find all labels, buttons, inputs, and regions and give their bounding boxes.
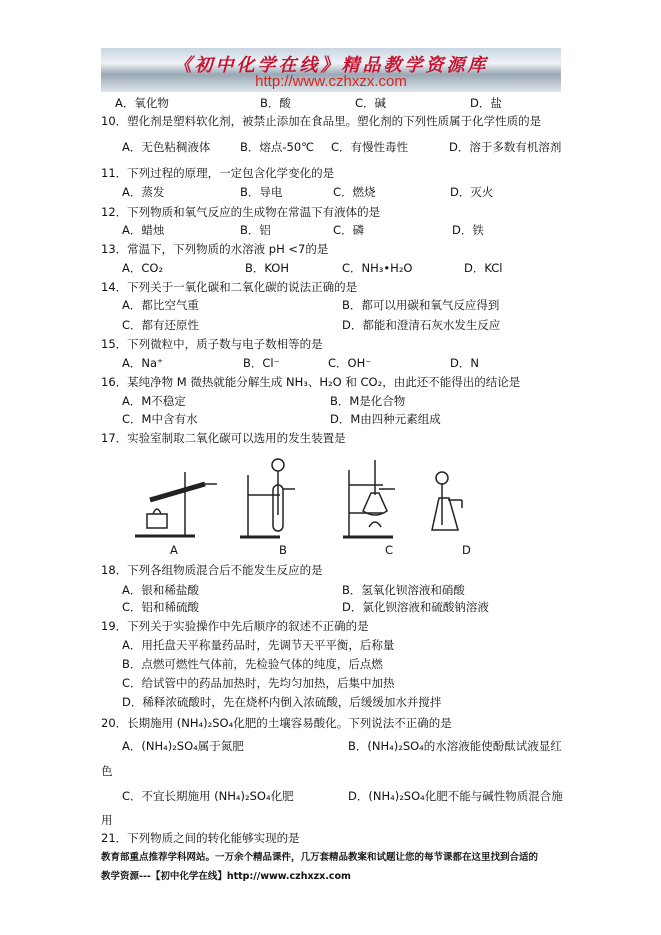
- q9-option-d: D．盐: [470, 96, 502, 110]
- apparatus-d-label: D: [462, 543, 471, 557]
- q10-option-a: A．无色粘稠液体: [122, 140, 211, 154]
- q15-option-b: B．Cl⁻: [243, 356, 280, 370]
- q11-text: 11．下列过程的原理，一定包含化学变化的是: [101, 166, 335, 180]
- q13-text: 13．常温下，下列物质的水溶液 pH <7的是: [101, 242, 329, 256]
- q20-option-a: A．(NH₄)₂SO₄属于氮肥: [122, 739, 244, 753]
- q19-option-c: C．给试管中的药品加热时，先均匀加热，后集中加热: [122, 676, 395, 690]
- q18-option-d: D．氯化钡溶液和硫酸钠溶液: [342, 600, 489, 614]
- q9-option-a: A．氧化物: [115, 96, 169, 110]
- q16-option-d: D．M由四种元素组成: [330, 412, 441, 426]
- q12-option-b: B．铝: [240, 223, 271, 237]
- banner-url[interactable]: http://www.czhxzx.com: [255, 73, 407, 90]
- q12-option-d: D．铁: [452, 223, 484, 237]
- q18-option-b: B．氢氧化钡溶液和硝酸: [342, 583, 465, 597]
- q12-text: 12．下列物质和氧气反应的生成物在常温下有液体的是: [101, 205, 381, 219]
- q10-text: 10．塑化剂是塑料软化剂，被禁止添加在食品里。塑化剂的下列性质属于化学性质的是: [101, 114, 542, 128]
- q15-option-d: D．N: [450, 356, 479, 370]
- apparatus-a-label: A: [170, 543, 178, 557]
- q11-option-c: C．燃烧: [333, 185, 376, 199]
- q20-option-d-cont: 用: [101, 813, 113, 827]
- banner-title: 《初中化学在线》精品教学资源库: [173, 55, 489, 76]
- q19-text: 19．下列关于实验操作中先后顺序的叙述不正确的是: [101, 619, 369, 633]
- q13-option-d: D．KCl: [464, 261, 503, 275]
- apparatus-b-label: B: [279, 543, 287, 557]
- q19-option-d: D．稀释浓硫酸时，先在烧杯内倒入浓硫酸，后缓缓加水并搅拌: [122, 695, 442, 709]
- q16-option-a: A．M不稳定: [122, 394, 186, 408]
- q12-option-a: A．蜡烛: [122, 223, 165, 237]
- q11-option-a: A．蒸发: [122, 185, 165, 199]
- q14-option-b: B．都可以用碳和氧气反应得到: [342, 298, 500, 312]
- q10-option-d: D．溶于多数有机溶剂: [449, 140, 562, 154]
- q19-option-b: B．点燃可燃性气体前，先检验气体的纯度，后点燃: [122, 657, 383, 671]
- q20-text: 20．长期施用 (NH₄)₂SO₄化肥的土壤容易酸化。下列说法不正确的是: [101, 716, 452, 730]
- q14-option-c: C．都有还原性: [122, 318, 200, 332]
- apparatus-b-image: [240, 455, 300, 540]
- q11-option-b: B．导电: [240, 185, 283, 199]
- q21-text: 21．下列物质之间的转化能够实现的是: [101, 831, 300, 845]
- q16-text: 16．某纯净物 M 微热就能分解生成 NH₃、H₂O 和 CO₂，由此还不能得出的结论是: [101, 375, 521, 389]
- q16-option-c: C．M中含有水: [122, 412, 198, 426]
- apparatus-d-image: [430, 470, 480, 540]
- q20-option-d: D．(NH₄)₂SO₄化肥不能与碱性物质混合施: [348, 789, 563, 803]
- q15-option-c: C．OH⁻: [328, 356, 372, 370]
- q9-option-c: C．碱: [355, 96, 387, 110]
- q13-option-a: A．CO₂: [122, 261, 164, 275]
- footer-line-2[interactable]: 教学资源---【初中化学在线】http://www.czhxzx.com: [101, 871, 351, 882]
- q18-text: 18．下列各组物质混合后不能发生反应的是: [101, 563, 323, 577]
- q14-option-a: A．都比空气重: [122, 298, 199, 312]
- q10-option-b: B．熔点-50℃: [240, 140, 315, 154]
- q15-option-a: A．Na⁺: [122, 356, 164, 370]
- q13-option-c: C．NH₃•H₂O: [342, 261, 413, 275]
- q18-option-c: C．铝和稀硫酸: [122, 600, 200, 614]
- q13-option-b: B．KOH: [245, 261, 290, 275]
- q10-option-c: C．有慢性毒性: [331, 140, 409, 154]
- q20-option-b-cont: 色: [101, 764, 113, 778]
- q20-option-c: C．不宜长期施用 (NH₄)₂SO₄化肥: [122, 789, 294, 803]
- footer-line-1: 教育部重点推荐学科网站。一万余个精品课件，几万套精品教案和试题让您的每节课都在这里找到合适的: [101, 852, 539, 863]
- apparatus-c-label: C: [385, 543, 394, 557]
- q17-text: 17．实验室制取二氧化碳可以选用的发生装置是: [101, 431, 346, 445]
- header-banner: [101, 48, 561, 92]
- q20-option-b: B．(NH₄)₂SO₄的水溶液能使酚酞试液显红: [348, 739, 562, 753]
- apparatus-c-image: [343, 455, 413, 540]
- q14-text: 14．下列关于一氧化碳和二氧化碳的说法正确的是: [101, 280, 358, 294]
- apparatus-a-image: [135, 462, 225, 542]
- q16-option-b: B．M是化合物: [330, 394, 406, 408]
- q9-option-b: B．酸: [260, 96, 291, 110]
- q18-option-a: A．银和稀盐酸: [122, 583, 199, 597]
- q19-option-a: A．用托盘天平称量药品时，先调节天平平衡，后称量: [122, 638, 395, 652]
- q12-option-c: C．磷: [333, 223, 365, 237]
- q11-option-d: D．灭火: [450, 185, 494, 199]
- q15-text: 15．下列微粒中，质子数与电子数相等的是: [101, 337, 323, 351]
- q14-option-d: D．都能和澄清石灰水发生反应: [342, 318, 501, 332]
